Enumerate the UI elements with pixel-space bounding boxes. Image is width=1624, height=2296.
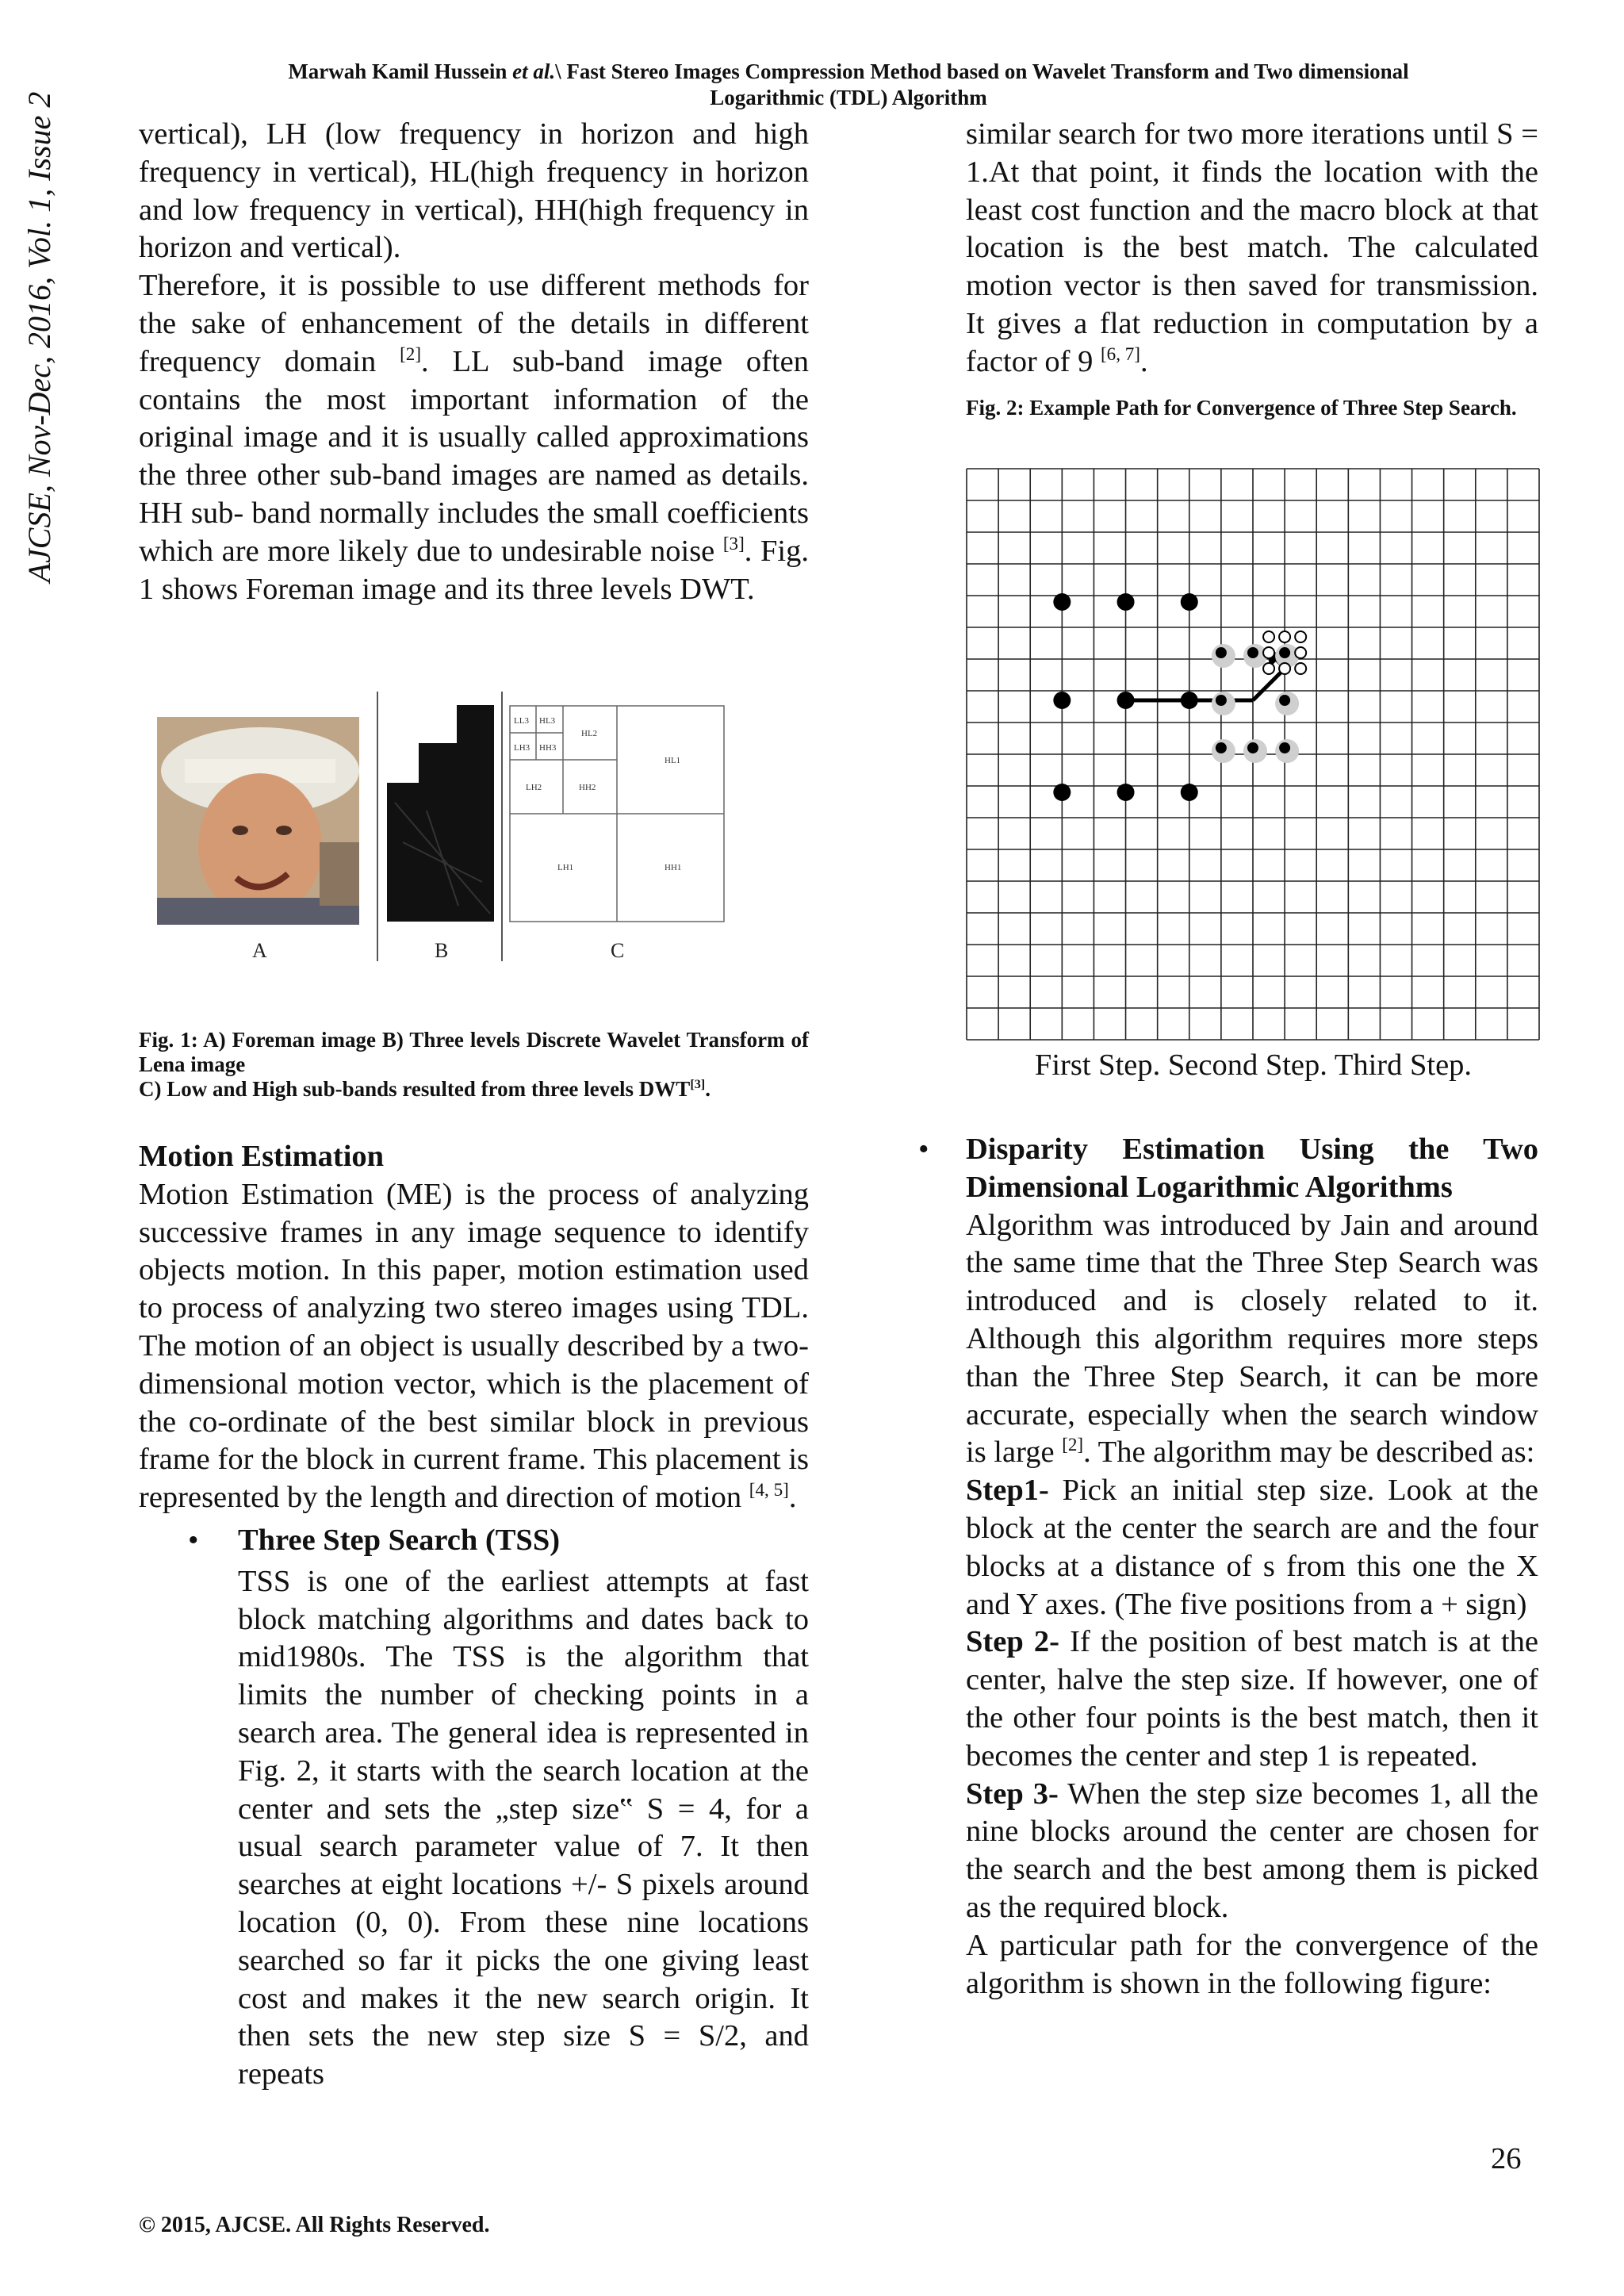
figure-1-caption	[139, 1028, 809, 1102]
text-span: C) Low and High sub-bands resulted from three levels DWT	[139, 1077, 691, 1101]
bullet-dot: •	[188, 1523, 199, 1557]
figure-2-caption: Fig. 2: Example Path for Convergence of Three Step Search.	[966, 395, 1517, 420]
subband-LH3: LH3	[514, 743, 530, 753]
text-span: Motion Estimation (ME) is the process of analyzing successive frames in any image sequence to identify objects motion. In this paper, motion estimation used to process of analyzing two stereo images using TDL. The motion of an object is usually described by a two-dimensional motion vector, which is the placement of the co-ordinate of the best similar block in previous frame for the block in current frame. This placement is represented by the length and direction of motion	[139, 1177, 809, 1515]
citation: [6, 7]	[1100, 343, 1140, 364]
third-step-point	[1295, 631, 1306, 642]
first-step-point	[1181, 593, 1198, 611]
citation: [2]	[1062, 1434, 1084, 1455]
figure-2-steps-label: First Step. Second Step. Third Step.	[1034, 1048, 1473, 1082]
third-step-point	[1295, 647, 1306, 658]
subband-HL2: HL2	[581, 729, 598, 738]
figure-1-image	[141, 684, 819, 985]
text-span: If the position of best match is at the center, halve the step size. If however, one of the other four points is the best match, then it becomes the center and step 1 is repeated.	[966, 1625, 1538, 1773]
bullet-tss-text: TSS is one of the earliest attempts at fast block matching algorithms and dates back to mid1980s. The TSS is the algorithm that limits the number of checking points in a search area. The general idea is represented in Fig. 2, it starts with the search location at the center and sets the „step size‟ S = 4, for a usual search parameter value of 7. It then searches at eight locations +/- S pixels around location (0, 0). From these nine locations searched so far it picks the one giving least cost and makes it the new search origin. It then sets the new step size S = S/2, and repeats	[238, 1564, 809, 2091]
citation: [3]	[722, 532, 745, 554]
text-span: .	[1140, 344, 1148, 378]
panel-label-c: C	[611, 939, 625, 962]
left-paragraph-2	[139, 267, 809, 608]
second-step-point	[1216, 647, 1227, 658]
right-paragraph-2	[966, 1207, 1538, 1473]
figure-1-caption-line-1: Fig. 1: A) Foreman image B) Three levels Discrete Wavelet Transform of Lena image	[139, 1028, 809, 1076]
subband-HH3: HH3	[539, 743, 557, 753]
second-step-point	[1279, 647, 1290, 658]
right-column-top	[966, 116, 1538, 420]
figure-1-caption-line-2	[139, 1077, 809, 1102]
header-etal: et al.	[512, 59, 556, 83]
citation: [2]	[400, 343, 422, 364]
figure-2-search-grid	[966, 468, 1541, 1041]
first-step-point	[1053, 692, 1071, 709]
running-header	[95, 59, 1602, 111]
text-span: . Fig. 1 shows Foreman image and its three levels DWT.	[139, 534, 809, 606]
right-paragraph-1	[966, 116, 1538, 381]
foreman-photo	[157, 717, 359, 925]
header-line-2: Logarithmic (TDL) Algorithm	[710, 86, 987, 109]
copyright: © 2015, AJCSE. All Rights Reserved.	[139, 2213, 490, 2237]
bullet-tss-title: Three Step Search (TSS)	[238, 1523, 561, 1557]
text-span: .	[788, 1481, 797, 1515]
first-step-point	[1053, 593, 1071, 611]
bullet-dot: •	[918, 1133, 929, 1166]
first-step-point	[1053, 784, 1071, 801]
third-step-point	[1263, 647, 1274, 658]
text-span: . LL sub-band image often contains the most important information of the original image and it is usually called approximations the three other sub-band images are named as details. HH sub- band normally includes the small coefficients which are more likely due to undesirable noise	[139, 344, 809, 568]
bullet-tss	[139, 1522, 809, 2094]
first-step-point	[1117, 784, 1135, 801]
left-paragraph-3	[139, 1176, 809, 1517]
right-paragraph-last: A particular path for the convergence of the algorithm is shown in the following figure:	[966, 1928, 1538, 2000]
header-author: Marwah Kamil Hussein	[288, 59, 508, 83]
subband-HH2: HH2	[579, 783, 596, 792]
header-line-1	[95, 59, 1602, 85]
bullet-tdl	[918, 1131, 1538, 1207]
first-step-point	[1117, 692, 1135, 709]
citation: [3]	[690, 1077, 706, 1091]
panel-label-b: B	[435, 939, 449, 962]
text-span: .	[705, 1077, 710, 1101]
right-column-bottom	[918, 1131, 1538, 2003]
third-step-point	[1263, 631, 1274, 642]
second-step-point	[1247, 742, 1258, 753]
journal-sidebar: AJCSE, Nov-Dec, 2016, Vol. 1, Issue 2	[21, 91, 57, 583]
text-span: Therefore, it is possible to use different methods for the sake of enhancement of the details in different frequency domain	[139, 269, 809, 378]
second-step-point	[1247, 647, 1258, 658]
bullet-tdl-title: Disparity Estimation Using the Two Dimensional Logarithmic Algorithms	[966, 1133, 1538, 1204]
subband-LH2: LH2	[526, 783, 542, 792]
second-step-point	[1216, 695, 1227, 706]
second-step-point	[1216, 742, 1227, 753]
third-step-point	[1263, 663, 1274, 674]
subband-HH1: HH1	[665, 863, 682, 872]
section-title: Motion Estimation	[139, 1140, 385, 1173]
panel-label-a: A	[252, 939, 267, 962]
header-title-part1: \ Fast Stereo Images Compression Method based on Wavelet Transform and Two dimensional	[555, 59, 1409, 83]
first-step-point	[1117, 593, 1135, 611]
third-step-point	[1295, 663, 1306, 674]
text-span: similar search for two more iterations until S = 1.At that point, it finds the location with the least cost function and the macro block at that location is the best match. The calculated motion vector is then saved for transmission. It gives a flat reduction in computation by a factor of 9	[966, 117, 1538, 378]
text-span: When the step size becomes 1, all the nine blocks around the center are chosen for the search and the best among them is picked as the required block.	[966, 1777, 1538, 1924]
left-paragraph-1: vertical), LH (low frequency in horizon and high frequency in vertical), HL(high frequency in horizon and low frequency in vertical), HH(high frequency in horizon and vertical).	[139, 117, 809, 265]
left-column-top	[139, 116, 809, 608]
step-1	[966, 1472, 1538, 1623]
step-2-label: Step 2-	[966, 1625, 1059, 1659]
subband-HL3: HL3	[539, 716, 556, 726]
step-1-label: Step1-	[966, 1474, 1049, 1508]
first-step-point	[1181, 784, 1198, 801]
third-step-point	[1279, 663, 1290, 674]
text-span: Pick an initial step size. Look at the block at the center the search are and the four blocks at a distance of s from this one the X and Y axes. (The five positions from a + sign)	[966, 1474, 1538, 1621]
step-3	[966, 1776, 1538, 1927]
third-step-point	[1279, 631, 1290, 642]
second-step-point	[1279, 695, 1290, 706]
subband-HL1: HL1	[665, 756, 681, 765]
citation: [4, 5]	[749, 1479, 789, 1501]
second-step-point	[1279, 742, 1290, 753]
text-span: Algorithm was introduced by Jain and around the same time that the Three Step Search was introduced and is closely related to it. Although this algorithm requires more steps than the Three Step Search, it can be more accurate, especially when the search window is large	[966, 1208, 1538, 1470]
text-span: . The algorithm may be described as:	[1083, 1435, 1535, 1470]
subband-LL3: LL3	[514, 716, 529, 726]
subband-LH1: LH1	[557, 863, 574, 872]
page-number: 26	[1491, 2142, 1522, 2175]
step-3-label: Step 3-	[966, 1777, 1059, 1811]
first-step-point	[1181, 692, 1198, 709]
left-column-bottom	[139, 1028, 809, 2094]
step-2	[966, 1623, 1538, 1775]
